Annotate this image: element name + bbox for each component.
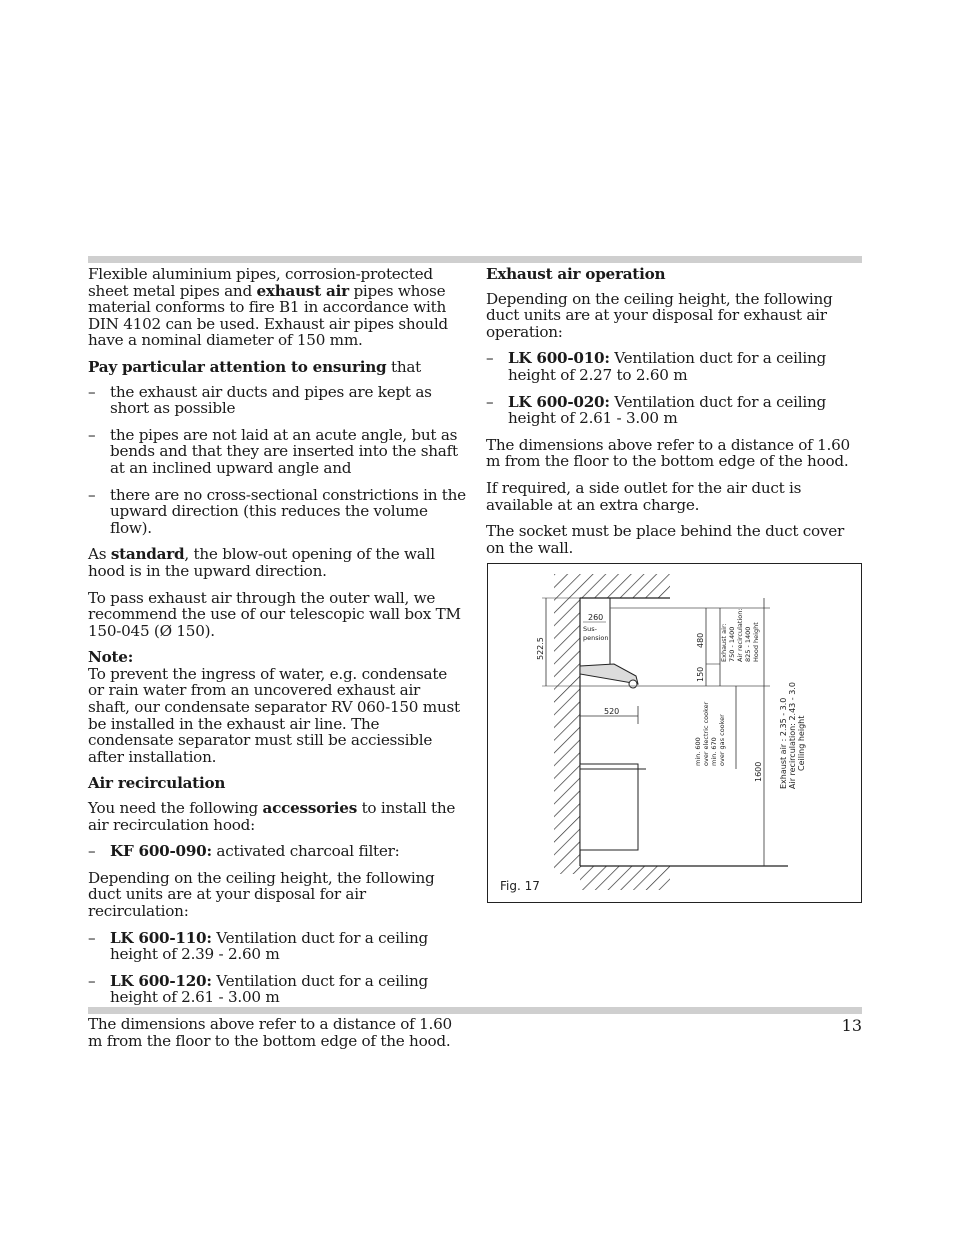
hood (580, 664, 638, 684)
list-item: – LK 600-010: Ventilation duct for a ceiling height of 2.27 to 2.60 m (486, 349, 826, 384)
list-item: – LK 600-120: Ventilation duct for a ceiling height of 2.61 - 3.00 m (88, 971, 428, 1007)
air-recirculation-heading: Air recirculation (88, 774, 226, 793)
list-item: – KF 600-090: activated charcoal filter: (88, 842, 400, 861)
right-column (486, 266, 864, 566)
standard-paragraph: As standard, the blow-out opening of the wall hood is in the upward direction. (88, 545, 435, 580)
label-1600: 1600 (754, 761, 763, 782)
label-suspension-1: Sus- (583, 625, 597, 633)
figure-caption: Fig. 17 (500, 879, 540, 893)
dimensions-paragraph: The dimensions above refer to a distance of 1.60 m from the floor to the bottom edge of the hood. (486, 435, 850, 471)
ceiling-height-label: Exhaust air : 2.35 - 3.0 Air recirculation: 2.43 - 3.0 Ceiling height (779, 682, 806, 789)
label-260: 260 (588, 613, 604, 622)
list-item: – LK 600-020: Ventilation duct for a ceiling height of 2.61 - 3.00 m (486, 392, 826, 428)
label-150: 150 (696, 666, 705, 682)
exhaust-depending-paragraph: Depending on the ceiling height, the following duct units are at your disposal for exhaust air operation: (486, 289, 833, 341)
list-item: – LK 600-110: Ventilation duct for a ceiling height of 2.39 - 2.60 m (88, 928, 428, 964)
list-item: – the exhaust air ducts and pipes are kept as short as possible (88, 382, 432, 418)
side-outlet-paragraph: If required, a side outlet for the air duct is available at an extra charge. (486, 478, 802, 514)
label-520: 520 (604, 707, 620, 716)
list-item: – there are no cross-sectional constrictions in the upward direction (this reduces the volume flow). (88, 485, 466, 537)
label-522-5: 522.5 (536, 637, 545, 660)
list-item: – the pipes are not laid at an acute angle, but as bends and that they are inserted into the shaft at an inclined upward angle and (88, 425, 458, 477)
cooker (580, 764, 638, 850)
socket-paragraph: The socket must be place behind the duct cover on the wall. (486, 522, 844, 557)
note-paragraph: Note: To prevent the ingress of water, e.g. condensate or rain water from an uncovered exhaust air shaft, our condensate separator RV 060-150 must be installed in the exhaust air line. The condensate separator must still be acciessible after installation. (88, 648, 460, 766)
note-title: Note: (88, 648, 134, 667)
page-number: 13 (841, 1016, 862, 1035)
installation-diagram (488, 564, 861, 902)
min-distance-label: min. 600 over electric cooker min. 670 over gas cooker (694, 701, 726, 766)
ceiling-hatching (580, 574, 670, 598)
top-rule (88, 256, 862, 263)
label-suspension-2: pension (583, 634, 609, 642)
accessories-paragraph: You need the following accessories to install the air recirculation hood: (88, 799, 456, 834)
dimensions-paragraph: The dimensions above refer to a distance of 1.60 m from the floor to the bottom edge of the hood. (88, 1014, 452, 1050)
recirc-depending-paragraph: Depending on the ceiling height, the following duct units are at your disposal for air recirculation: (88, 868, 435, 920)
left-column (88, 266, 466, 1059)
hood-height-label: Exhaust air: 750 - 1400 Air recirculation: 825 - 1400 Hood height (720, 608, 760, 662)
floor-hatching (580, 866, 670, 890)
label-480: 480 (696, 632, 705, 648)
figure-17 (487, 563, 862, 903)
exhaust-air-heading: Exhaust air operation (486, 265, 666, 283)
attention-heading: Pay particular attention to ensuring that (88, 357, 422, 376)
wall-hatching (554, 574, 580, 874)
intro-paragraph: Flexible aluminium pipes, corrosion-protected sheet metal pipes and exhaust air pipes whose material conforms to fire B1 in accordance with DIN 4102 can be used. Exhaust air pipes should have a nominal diameter of 150 mm. (88, 265, 448, 350)
telescopic-paragraph: To pass exhaust air through the outer wall, we recommend the use of our telescopic wall box TM 150-045 (Ø 150). (88, 588, 461, 640)
